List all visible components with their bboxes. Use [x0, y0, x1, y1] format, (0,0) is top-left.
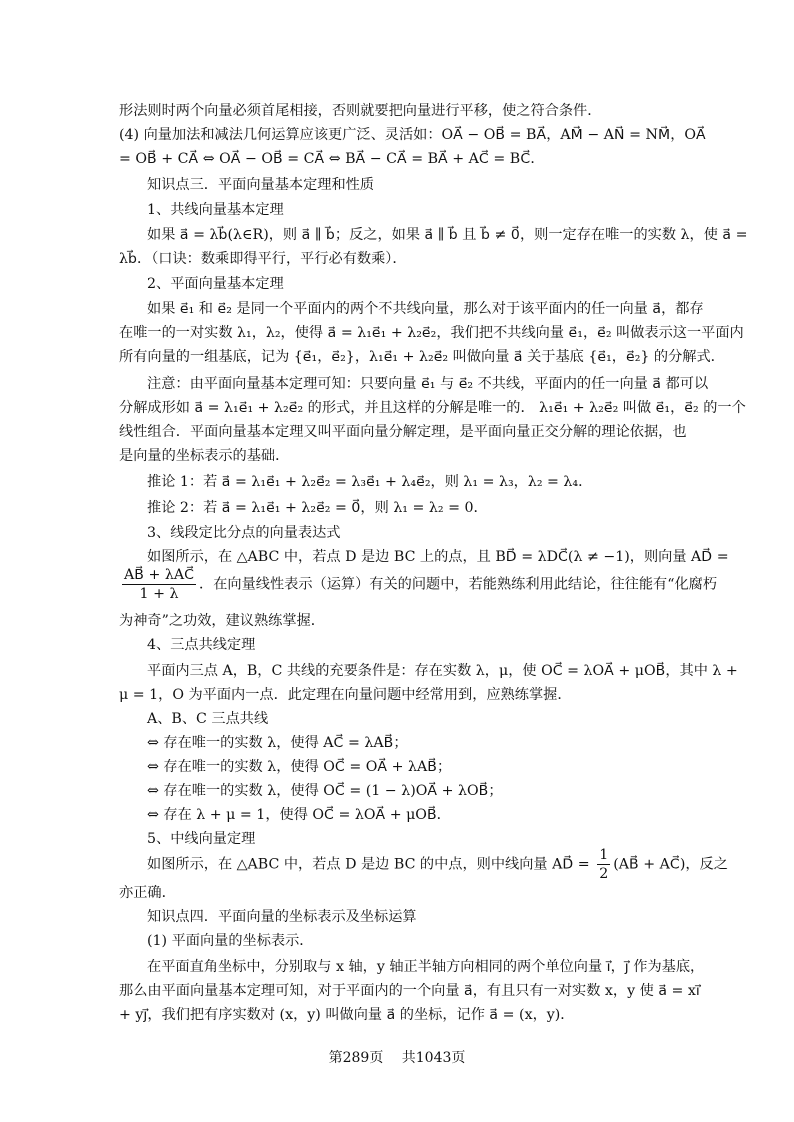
text-line: A、B、C 三点共线: [147, 711, 269, 727]
equivalence-line: ⇔ 存在唯一的实数 λ，使得 AC⃗ = λAB⃗；: [147, 735, 408, 751]
text-line: 平面内三点 A，B，C 共线的充要条件是：存在实数 λ，μ，使 OC⃗ = λOA⃗ + μOB⃗，其中 λ +: [147, 663, 738, 679]
corollary-line: 推论 2：若 a⃗ = λ₁e⃗₁ + λ₂e⃗₂ = 0⃗，则 λ₁ = λ₂ = 0．: [147, 500, 488, 516]
subsection-heading: (1) 平面向量的坐标表示．: [147, 933, 314, 949]
corollary-line: 推论 1：若 a⃗ = λ₁e⃗₁ + λ₂e⃗₂ = λ₃e⃗₁ + λ₄e⃗₂，则 λ₁ = λ₃，λ₂ = λ₄．: [147, 474, 593, 490]
text-line: 如果 a⃗ = λb⃗(λ∈R)，则 a⃗ ∥ b⃗；反之，如果 a⃗ ∥ b⃗ 且 b⃗ ≠ 0⃗，则一定存在唯一的实数 λ，使 a⃗ =: [147, 227, 748, 243]
text-line: 形法则时两个向量必须首尾相接，否则就要把向量进行平移，使之符合条件．: [119, 103, 602, 119]
text-line: + yj⃗，我们把有序实数对 (x，y) 叫做向量 a⃗ 的坐标，记作 a⃗ = (x，y)．: [119, 1007, 575, 1023]
text-line: 是向量的坐标表示的基础．: [119, 448, 290, 464]
text-line: 如图所示，在 △ABC 中，若点 D 是边 BC 上的点，且 BD⃗ = λDC⃗(λ ≠ −1)，则向量 AD⃗ =: [147, 549, 729, 565]
text-line: 分解成形如 a⃗ = λ₁e⃗₁ + λ₂e⃗₂ 的形式，并且这样的分解是唯一的． λ₁e⃗₁ + λ₂e⃗₂ 叫做 e⃗₁，e⃗₂ 的一个: [119, 400, 746, 416]
fraction: [597, 846, 610, 883]
text-line: 所有向量的一组基底，记为 {e⃗₁，e⃗₂}，λ₁e⃗₁ + λ₂e⃗₂ 叫做向量 a⃗ 关于基底 {e⃗₁，e⃗₂} 的分解式．: [119, 349, 725, 365]
text-line: μ = 1，O 为平面内一点．此定理在向量问题中经常用到，应熟练掌握．: [119, 687, 572, 703]
text-line: 注意：由平面向量基本定理可知：只要向量 e⃗₁ 与 e⃗₂ 不共线，平面内的任一向量 a⃗ 都可以: [147, 376, 709, 392]
text-line: 亦正确．: [119, 885, 176, 901]
text-line: 如果 e⃗₁ 和 e⃗₂ 是同一个平面内的两个不共线向量，那么对于该平面内的任一向量 a⃗，都存: [147, 301, 704, 317]
text-line: = OB⃗ + CA⃗ ⇔ OA⃗ − OB⃗ = CA⃗ ⇔ BA⃗ − CA⃗ = BA⃗ + AC⃗ = BC⃗．: [119, 151, 545, 167]
section-heading: 知识点四．平面向量的坐标表示及坐标运算: [147, 909, 417, 925]
subsection-heading: 2、平面向量基本定理: [147, 276, 284, 292]
fraction-numerator: AB⃗ + λAC⃗: [124, 567, 195, 583]
fraction-denominator: 2: [599, 866, 609, 882]
text-line: 在唯一的一对实数 λ₁，λ₂，使得 a⃗ = λ₁e⃗₁ + λ₂e⃗₂，我们把不共线向量 e⃗₁，e⃗₂ 叫做表示这一平面内: [119, 325, 744, 341]
fraction: [122, 566, 196, 603]
text-line: λb⃗．（口诀：数乘即得平行，平行必有数乘）．: [119, 251, 407, 267]
equivalence-line: ⇔ 存在唯一的实数 λ，使得 OC⃗ = (1 − λ)OA⃗ + λOB⃗；: [147, 783, 503, 799]
fraction-line: [119, 566, 718, 610]
subsection-heading: 1、共线向量基本定理: [147, 202, 284, 218]
subsection-heading: 4、三点共线定理: [147, 637, 256, 653]
text-line: 为神奇”之功效，建议熟练掌握．: [119, 613, 325, 629]
text-line: 那么由平面向量基本定理可知，对于平面内的一个向量 a⃗，有且只有一对实数 x，y 使 a⃗ = xi⃗: [119, 983, 700, 999]
page-number-footer: 第289页 共1043页: [328, 1050, 466, 1066]
midline-trailing-text: (AB⃗ + AC⃗)，反之: [613, 856, 728, 873]
fraction-denominator: 1 + λ: [139, 586, 179, 602]
subsection-heading: 5、中线向量定理: [147, 831, 256, 847]
equivalence-line: ⇔ 存在 λ + μ = 1，使得 OC⃗ = λOA⃗ + μOB⃗．: [147, 807, 451, 823]
equivalence-line: ⇔ 存在唯一的实数 λ，使得 OC⃗ = OA⃗ + λAB⃗；: [147, 759, 452, 775]
subsection-heading: 3、线段定比分点的向量表达式: [147, 525, 341, 541]
midline-text: 如图所示，在 △ABC 中，若点 D 是边 BC 的中点，则中线向量 AD⃗ =: [147, 856, 590, 873]
text-line: 线性组合．平面向量基本定理又叫平面向量分解定理，是平面向量正交分解的理论依据，也: [119, 424, 687, 440]
text-line: 在平面直角坐标中，分别取与 x 轴，y 轴正半轴方向相同的两个单位向量 i⃗，j⃗ 作为基底，: [147, 959, 705, 975]
fraction-numerator: 1: [599, 847, 609, 863]
text-line: (4) 向量加法和减法几何运算应该更广泛、灵活如：OA⃗ − OB⃗ = BA⃗，AM⃗ − AN⃗ = NM⃗，OA⃗: [119, 127, 706, 143]
fraction-trailing-text: ．在向量线性表示（运算）有关的问题中，若能熟练利用此结论，往往能有“化腐朽: [199, 576, 718, 593]
section-heading: 知识点三．平面向量基本定理和性质: [147, 177, 375, 193]
